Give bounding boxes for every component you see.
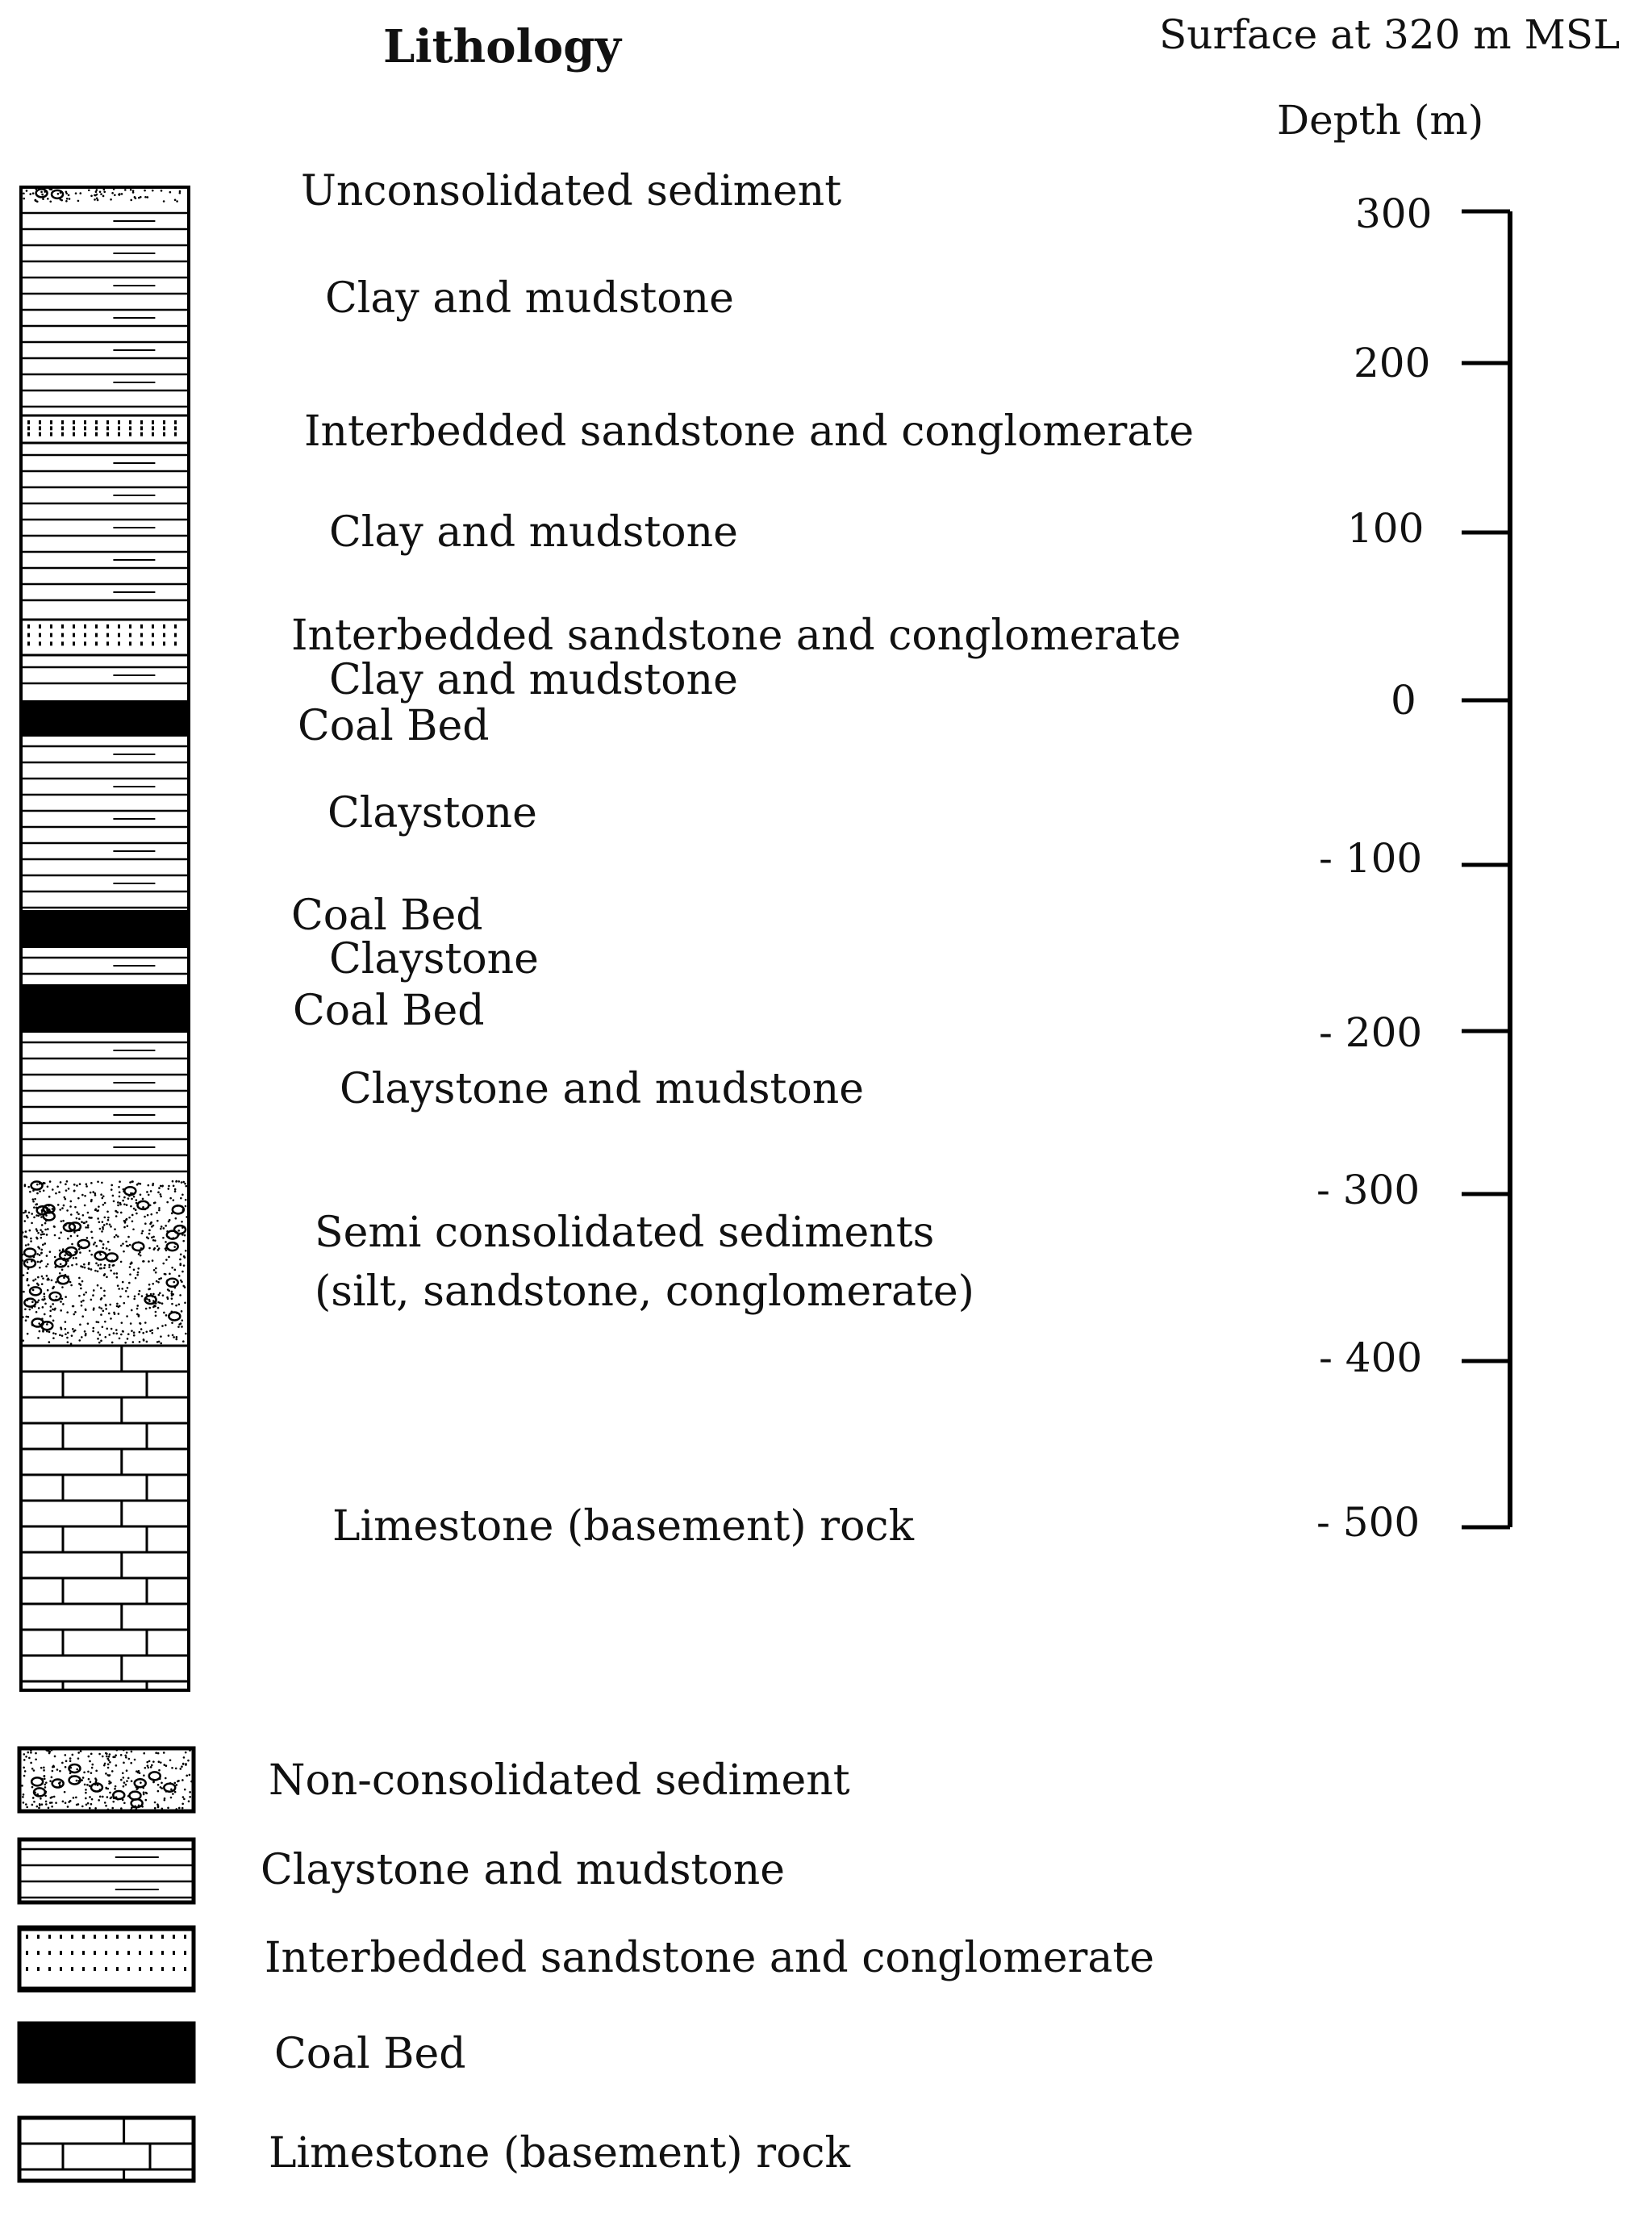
layer-label-claystone-1: Claystone (327, 789, 537, 837)
stratum-coal (21, 984, 189, 1033)
depth-tick-label: 0 (1391, 677, 1416, 724)
legend-label-interbedded: Interbedded sandstone and conglomerate (265, 1934, 1154, 1982)
layer-label-coal-bed-2: Coal Bed (291, 891, 483, 940)
lithology-column (21, 187, 189, 1690)
layer-label-clay-mudstone-2: Clay and mudstone (329, 508, 738, 557)
stratum-interbedded (21, 413, 189, 445)
stratum-limestone (21, 1346, 189, 1690)
depth-scale-bar (1462, 211, 1510, 1527)
layer-label-semi-consolidated-detail: (silt, sandstone, conglomerate) (315, 1267, 974, 1316)
stratum-claystone (21, 658, 189, 700)
legend-label-nonconsolidated: Non-consolidated sediment (269, 1756, 850, 1805)
legend-swatch-coal (19, 2023, 194, 2081)
layer-label-claystone-2: Claystone (329, 935, 539, 983)
depth-tick-label: - 100 (1319, 835, 1423, 882)
depth-tick-label: - 400 (1319, 1334, 1423, 1381)
layer-label-limestone: Limestone (basement) rock (332, 1502, 915, 1551)
legend-label-limestone: Limestone (basement) rock (269, 2129, 851, 2178)
stratum-claystone (21, 445, 189, 617)
surface-elevation-label: Surface at 320 m MSL (1159, 11, 1621, 58)
layer-label-coal-bed-3: Coal Bed (293, 987, 485, 1035)
depth-tick-label: 200 (1354, 340, 1431, 386)
layer-label-clay-mudstone-1: Clay and mudstone (325, 274, 734, 323)
legend-label-claystone: Claystone and mudstone (261, 1846, 786, 1894)
stratum-claystone (21, 948, 189, 984)
stratum-interbedded (21, 617, 189, 658)
lithology-title: Lithology (383, 20, 621, 73)
stratum-nonconsolidated (21, 1180, 189, 1346)
stratum-coal (21, 910, 189, 948)
depth-tick-label: - 200 (1319, 1009, 1423, 1056)
stratum-claystone (21, 1033, 189, 1180)
layer-label-unconsolidated-sediment: Unconsolidated sediment (301, 167, 842, 215)
stratum-claystone (21, 737, 189, 910)
depth-axis-label: Depth (m) (1277, 97, 1484, 144)
layer-label-claystone-mudstone: Claystone and mudstone (340, 1065, 865, 1113)
layer-label-coal-bed-1: Coal Bed (298, 702, 490, 750)
depth-tick-label: - 500 (1316, 1499, 1420, 1546)
depth-tick-label: - 300 (1316, 1167, 1420, 1213)
legend-swatch-claystone (19, 1839, 194, 1902)
layer-label-interbedded-2: Interbedded sandstone and conglomerate (291, 612, 1181, 660)
legend-swatch-interbedded (19, 1927, 194, 1990)
depth-tick-label: 300 (1355, 190, 1433, 237)
layer-label-semi-consolidated: Semi consolidated sediments (315, 1209, 935, 1257)
layer-label-clay-mudstone-3: Clay and mudstone (329, 656, 738, 704)
stratum-nonconsolidated (21, 187, 189, 203)
stratum-coal (21, 700, 189, 737)
legend-swatch-limestone (19, 2118, 194, 2181)
legend-swatch-nonconsolidated (19, 1748, 194, 1811)
legend-label-coal-bed: Coal Bed (274, 2030, 466, 2078)
depth-tick-label: 100 (1347, 505, 1425, 552)
layer-label-interbedded-1: Interbedded sandstone and conglomerate (304, 407, 1194, 456)
stratum-claystone (21, 203, 189, 413)
